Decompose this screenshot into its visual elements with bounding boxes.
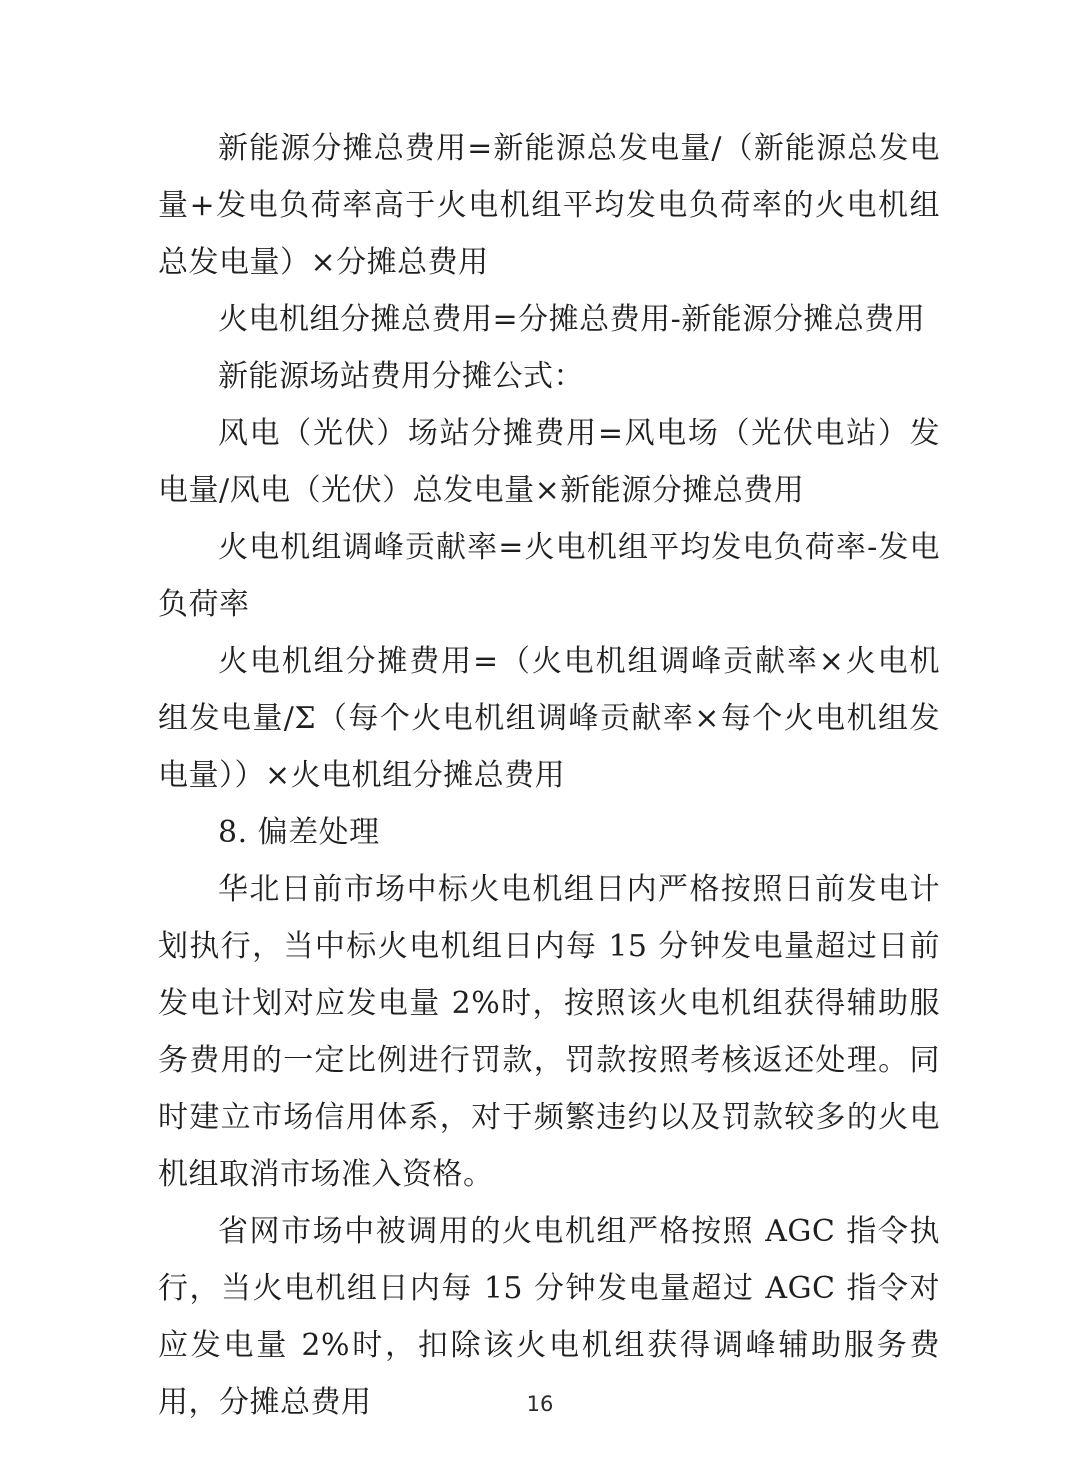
paragraph-formula-thermal-peak-contribution: 火电机组调峰贡献率=火电机组平均发电负荷率-发电负荷率 (158, 530, 940, 622)
paragraph-heading-newenergy-station-formula: 新能源场站费用分摊公式： (218, 359, 584, 394)
paragraph-formula-thermal-unit-share: 火电机组分摊费用=（火电机组调峰贡献率×火电机组发电量/Σ（每个火电机组调峰贡献率×每个火电机组发电量））×火电机组分摊总费用 (158, 644, 940, 793)
paragraph-formula-thermal-total-share: 火电机组分摊总费用=分摊总费用-新能源分摊总费用 (218, 302, 926, 337)
section-heading-deviation-handling: 8. 偏差处理 (218, 815, 380, 850)
paragraph-formula-wind-pv-station-share: 风电（光伏）场站分摊费用=风电场（光伏电站）发电量/风电（光伏）总发电量×新能源分摊总费用 (158, 416, 940, 508)
paragraph-provincial-agc-rules: 省网市场中被调用的火电机组严格按照 AGC 指令执行，当火电机组日内每 15 分钟发电量超过 AGC 指令对应发电量 2%时，扣除该火电机组获得调峰辅助服务费用，分摊总费用 (158, 1214, 940, 1420)
document-body (158, 120, 940, 1431)
page-number: 16 (526, 1392, 554, 1416)
paragraph-north-china-dayahead-rules: 华北日前市场中标火电机组日内严格按照日前发电计划执行，当中标火电机组日内每 15 分钟发电量超过日前发电计划对应发电量 2%时，按照该火电机组获得辅助服务费用的一定比例进行罚款，罚款按照考核返还处理。同时建立市场信用体系，对于频繁违约以及罚款较多的火电机组取消市场准入资格。 (158, 872, 940, 1192)
page-footer (0, 1392, 1080, 1416)
paragraph-formula-newenergy-total-share: 新能源分摊总费用=新能源总发电量/（新能源总发电量+发电负荷率高于火电机组平均发电负荷率的火电机组总发电量）×分摊总费用 (158, 131, 940, 280)
